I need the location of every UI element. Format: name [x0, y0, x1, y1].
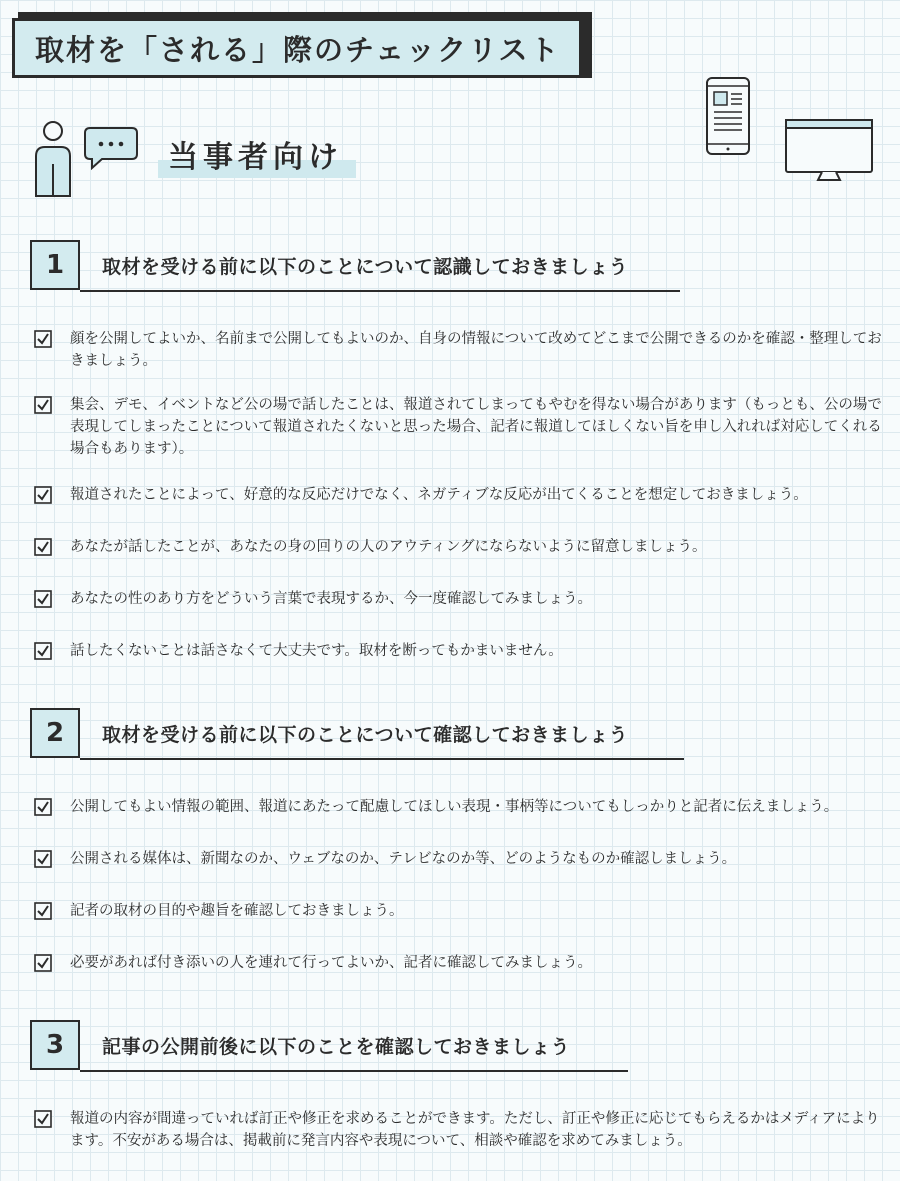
person-icon	[30, 120, 76, 200]
monitor-icon	[784, 118, 876, 184]
checklist-item-text: 報道されたことによって、好意的な反応だけでなく、ネガティブな反応が出てくることを想定しておきましょう。	[70, 487, 808, 503]
section-underline	[80, 290, 680, 292]
page-title: 取材を「される」際のチェックリスト	[12, 18, 582, 78]
checklist-item-text: あなたの性のあり方をどういう言葉で表現するか、今一度確認してみましょう。	[70, 591, 592, 607]
speech-bubble-icon	[82, 126, 140, 170]
smartphone-icon	[705, 76, 751, 156]
checkbox-icon[interactable]	[34, 1110, 52, 1128]
section-underline	[80, 758, 684, 760]
audience-label	[158, 132, 358, 178]
checklist-item-text: 話したくないことは話さなくて大丈夫です。取材を断ってもかまいません。	[70, 643, 563, 659]
section-number: 3	[30, 1020, 80, 1070]
section-number: 1	[30, 240, 80, 290]
checkbox-icon[interactable]	[34, 590, 52, 608]
checkbox-icon[interactable]	[34, 642, 52, 660]
section-heading	[30, 1020, 730, 1072]
checklist-item-text: 集会、デモ、イベントなど公の場で話したことは、報道されてしまってもやむを得ない場合があります（もっとも、公の場で表現してしまったことについて報道されたくないと思った場合、記者に報道してほしくない旨を申し入れれば対応してくれる場合もあります）。	[70, 397, 882, 457]
checkbox-icon[interactable]	[34, 798, 52, 816]
checkbox-icon[interactable]	[34, 850, 52, 868]
section-heading	[30, 708, 730, 760]
checkbox-icon[interactable]	[34, 486, 52, 504]
section-underline	[80, 1070, 628, 1072]
checklist-item-text: 顔を公開してよいか、名前まで公開してもよいのか、自身の情報について改めてどこまで公開できるのかを確認・整理しておきましょう。	[70, 331, 882, 369]
checkbox-icon[interactable]	[34, 538, 52, 556]
checkbox-icon[interactable]	[34, 954, 52, 972]
checklist-item-text: 必要があれば付き添いの人を連れて行ってよいか、記者に確認してみましょう。	[70, 955, 592, 971]
checklist-item-text: 公開してもよい情報の範囲、報道にあたって配慮してほしい表現・事柄等についてもしっかりと記者に伝えましょう。	[70, 799, 839, 815]
section-number: 2	[30, 708, 80, 758]
title-banner	[12, 12, 592, 84]
checklist-item-text: 公開される媒体は、新聞なのか、ウェブなのか、テレビなのか等、どのようなものか確認しましょう。	[70, 851, 737, 867]
checklist-item-text: 報道の内容が間違っていれば訂正や修正を求めることができます。ただし、訂正や修正に応じてもらえるかはメディアによります。不安がある場合は、掲載前に発言内容や表現について、相談や確認を求めてみましょう。	[70, 1111, 880, 1149]
section-heading-text: 取材を受ける前に以下のことについて認識しておきましょう	[102, 256, 629, 278]
audience-text: 当事者向け	[168, 140, 343, 175]
checkbox-icon[interactable]	[34, 396, 52, 414]
section-heading-text: 記事の公開前後に以下のことを確認しておきましょう	[102, 1036, 571, 1058]
section-heading-text: 取材を受ける前に以下のことについて確認しておきましょう	[102, 724, 629, 746]
checkbox-icon[interactable]	[34, 902, 52, 920]
checkbox-icon[interactable]	[34, 330, 52, 348]
checklist-item-text: あなたが話したことが、あなたの身の回りの人のアウティングにならないように留意しましょう。	[70, 539, 707, 555]
checklist-item-text: 記者の取材の目的や趣旨を確認しておきましょう。	[70, 903, 404, 919]
section-heading	[30, 240, 730, 292]
